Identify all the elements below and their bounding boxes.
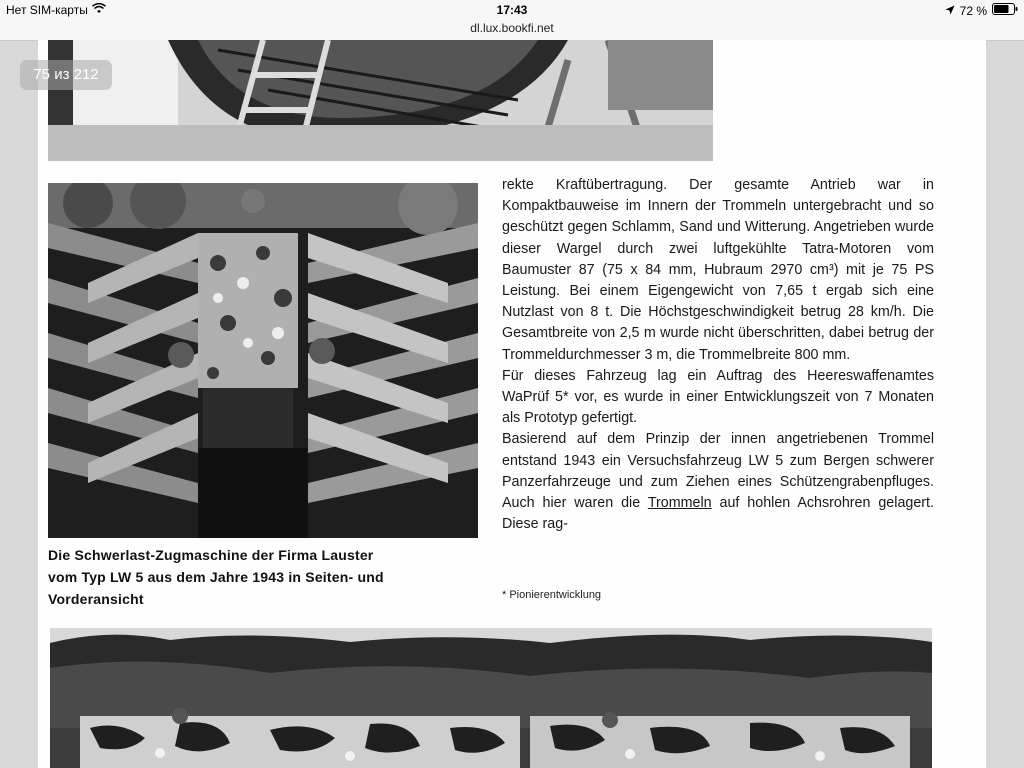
battery-icon <box>992 3 1018 18</box>
paragraph <box>502 429 934 535</box>
photo-top <box>48 40 713 161</box>
paragraph: rekte Kraftübertragung. Der gesamte Antrieb war in Kompaktbauweise im Innern der Trommeln untergebracht und so geschützt gegen Schlamm, Sand und Witterung. Angetrieben wurde dieser Wargel durch zwei luftgekühlte Tatra-Motoren vom Baumuster 87 (75 x 84 mm, Hubraum 2970 cm³) mit je 75 PS Leistung. Bei einem Eigengewicht von 7,65 t ergab sich eine Nutzlast von 8 t. Die Höchstgeschwindigkeit betrug 28 km/h. Die Gesamtbreite von 2,5 m wurde nicht überschritten, dabei betrug der Trommeldurchmesser 3 m, die Trommelbreite 800 mm. <box>502 177 934 363</box>
paragraph-text: auf hohlen Achsrohren gelagert. Diese rag- <box>502 495 934 533</box>
url-domain[interactable]: dl.lux.bookfi.net <box>470 21 554 35</box>
status-bar <box>0 0 1024 20</box>
article-body <box>502 175 934 535</box>
underlined-word: Trommeln <box>647 495 712 512</box>
status-right <box>945 3 1018 18</box>
photo-bottom <box>50 628 932 768</box>
caption-line: Die Schwerlast-Zugmaschine der Firma Lauster <box>48 547 374 563</box>
photo-caption <box>48 544 488 610</box>
footnote: * Pionierentwicklung <box>502 589 602 601</box>
paragraph: Für dieses Fahrzeug lag ein Auftrag des Heereswaffenamtes WaPrüf 5* vor, es wurde in einer Entwicklungszeit von 7 Monaten als Prototyp gefertigt. <box>502 367 934 427</box>
carrier-label: Нет SIM-карты <box>6 3 88 17</box>
page-counter: 75 из 212 <box>20 60 112 90</box>
url-bar[interactable] <box>0 20 1024 41</box>
paragraph-text: Basierend auf dem Prinzip der innen angetriebenen Trommel entstand 1943 ein Versuchsfahrzeug LW 5 zum Bergen schwerer Panzerfahrzeuge und zum Ziehen eines Schützengrabenpfluges. Auch hier waren die <box>502 431 934 512</box>
battery-percent: 72 % <box>959 3 987 18</box>
photo-tractor-front <box>48 183 478 538</box>
caption-line: vom Typ LW 5 aus dem Jahre 1943 in Seiten- und <box>48 569 384 585</box>
caption-line: Vorderansicht <box>48 591 144 607</box>
location-arrow-icon <box>945 4 955 18</box>
clock: 17:43 <box>496 3 528 17</box>
